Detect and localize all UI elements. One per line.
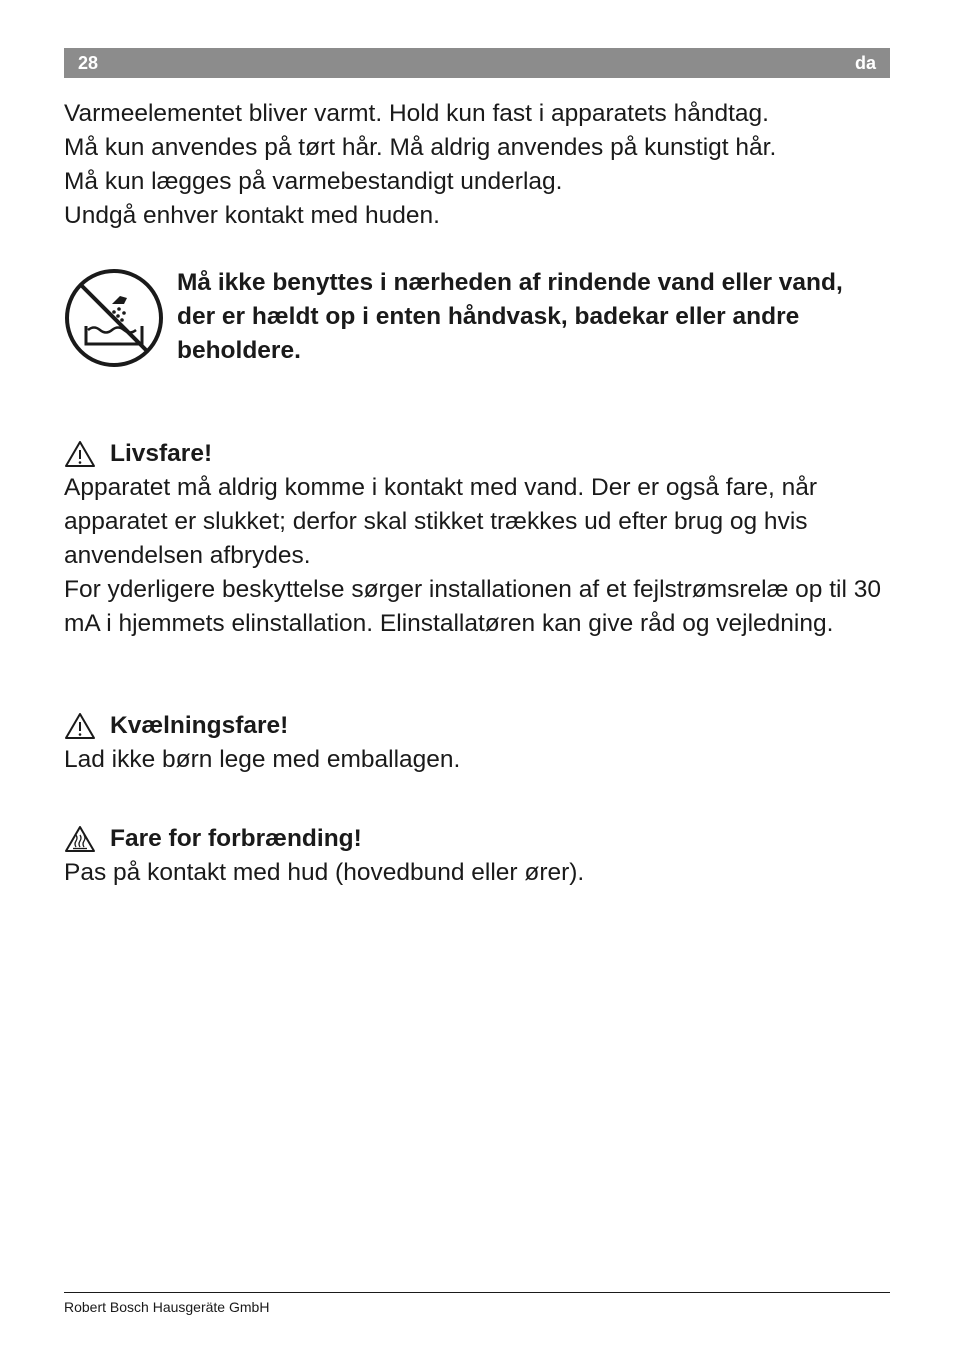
section-paragraph: Lad ikke børn lege med emballagen.: [64, 746, 461, 773]
section-paragraph: Apparatet må aldrig komme i kontakt med vand. Der er også fare, når apparatet er slukket; derfor skal stikket trækkes ud efter brug og hvis anvendelsen afbrydes.: [64, 474, 818, 569]
hot-surface-warning-icon: [64, 825, 96, 853]
warning-section-kvaelningsfare: [64, 709, 894, 777]
water-warning-text: Må ikke benyttes i nærheden af rindende vand eller vand, der er hældt op i enten håndvask, badekar eller andre beholdere.: [177, 269, 843, 364]
section-title: Kvælningsfare!: [110, 712, 289, 739]
no-water-bath-icon: [64, 268, 164, 368]
section-heading: [64, 437, 894, 471]
intro-line: Varmeelementet bliver varmt. Hold kun fast i apparatets håndtag.: [64, 100, 769, 127]
language-code: da: [854, 52, 876, 73]
page-header-bar: [64, 48, 890, 78]
footer-divider: [64, 1292, 890, 1293]
intro-line: Undgå enhver kontakt med huden.: [64, 202, 440, 229]
water-warning: [64, 266, 894, 376]
section-heading: [64, 709, 894, 743]
footer-company: Robert Bosch Hausgeräte GmbH: [64, 1299, 270, 1315]
section-paragraph: For yderligere beskyttelse sørger installationen af et fejlstrømsrelæ op til 30 mA i hjemmets elinstallation. Elinstallatøren kan give råd og vejledning.: [64, 576, 881, 637]
intro-line: Må kun lægges på varmebestandigt underlag.: [64, 168, 563, 195]
warning-section-forbraending: [64, 822, 894, 890]
section-paragraph: Pas på kontakt med hud (hovedbund eller ører).: [64, 859, 585, 886]
warning-triangle-icon: [64, 712, 96, 740]
section-title: Livsfare!: [110, 440, 213, 467]
intro-line: Må kun anvendes på tørt hår. Må aldrig anvendes på kunstigt hår.: [64, 134, 777, 161]
page-number: 28: [78, 52, 99, 73]
intro-text: [64, 97, 894, 233]
section-title: Fare for forbrænding!: [110, 825, 362, 852]
section-heading: [64, 822, 894, 856]
warning-section-livsfare: [64, 437, 894, 641]
warning-triangle-icon: [64, 440, 96, 468]
